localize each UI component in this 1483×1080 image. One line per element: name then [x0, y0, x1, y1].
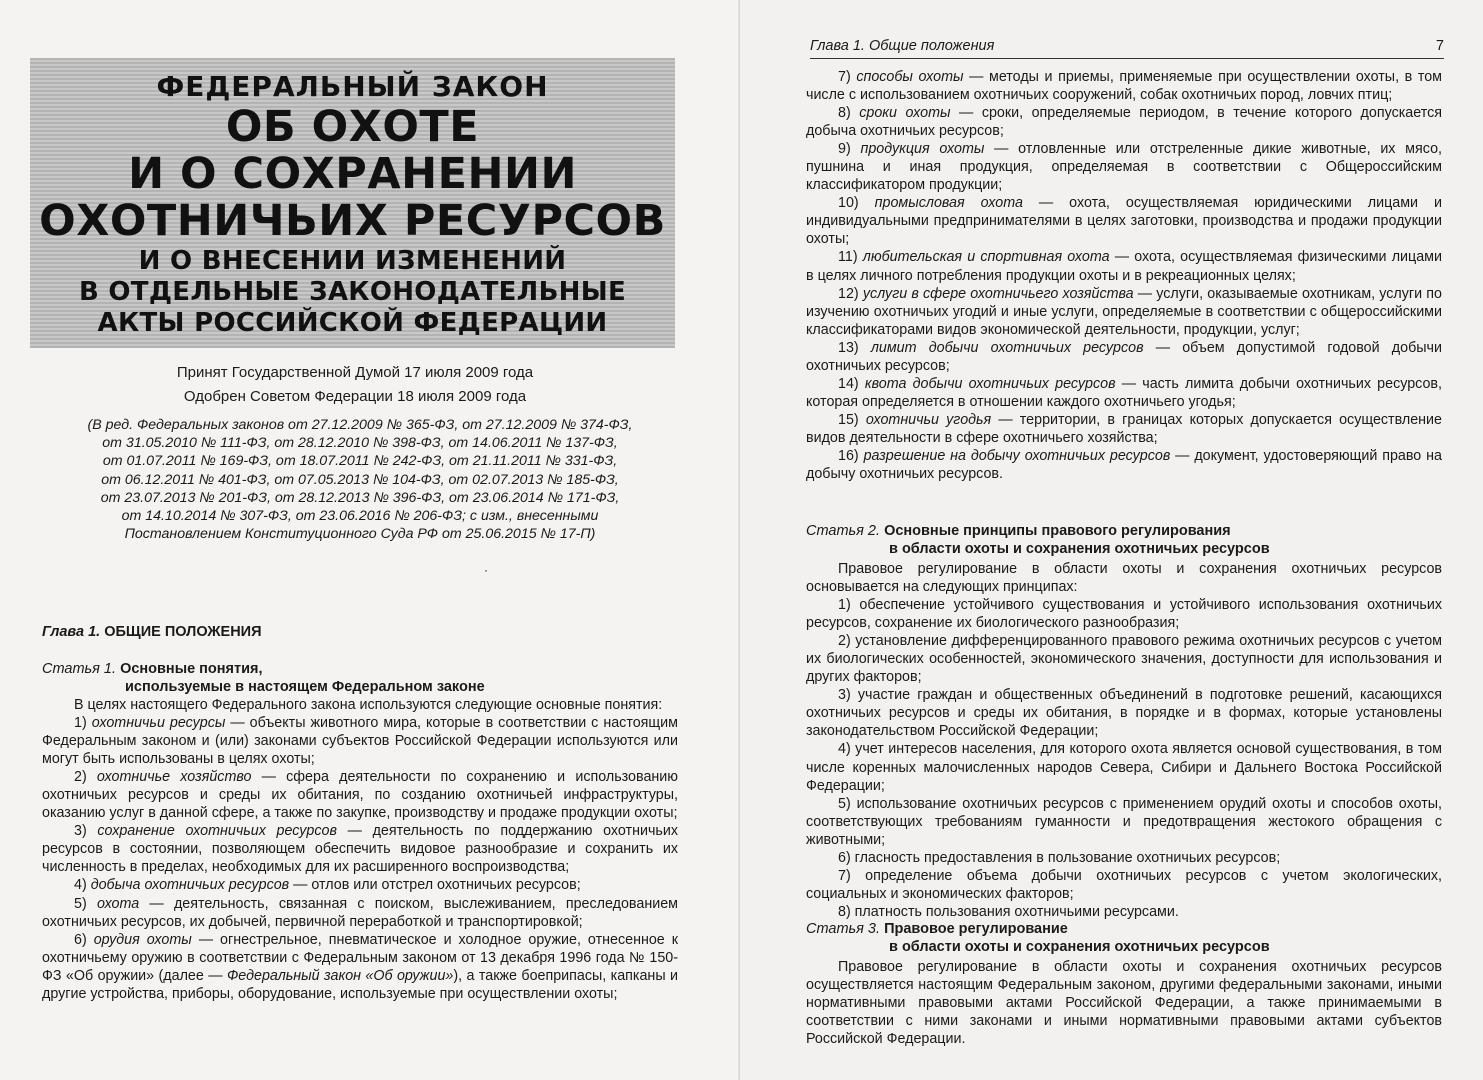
article1-continuation — [806, 68, 1442, 483]
definition-item: 16) разрешение на добычу охотничьих ресурсов — документ, удостоверяющий право на добычу охотничьих ресурсов. — [806, 447, 1442, 483]
article2-heading — [806, 522, 1270, 558]
defined-term: квота добычи охотничьих ресурсов — [864, 375, 1116, 392]
law-title-line: ОХОТНИЧЬИХ РЕСУРСОВ — [39, 196, 666, 246]
article3-label: Статья 3. — [806, 921, 881, 937]
law-subtitle — [30, 246, 675, 339]
article1-title-line1: Основные понятия, — [120, 661, 263, 677]
definition-item: 3) сохранение охотничьих ресурсов — деятельность по поддержанию охотничьих ресурсов в состоянии, позволяющем обеспечить видовое разнообразие и сохранить их численность в пределах, необходимых для их расширенного воспроизводства; — [42, 823, 678, 876]
law-title-line: И О СОХРАНЕНИИ — [128, 149, 577, 199]
print-speck: · — [484, 563, 488, 577]
law-subtitle-line: АКТЫ РОССИЙСКОЙ ФЕДЕРАЦИИ — [97, 308, 608, 338]
redaction-line: от 01.07.2011 № 169-ФЗ, от 18.07.2011 № 242-ФЗ, от 21.11.2011 № 331-ФЗ, — [102, 453, 618, 470]
defined-term: добыча охотничьих ресурсов — [90, 877, 290, 894]
definition-item: 14) квота добычи охотничьих ресурсов — часть лимита добычи охотничьих ресурсов, которая определяется в отношении каждого охотничьего угодья; — [806, 375, 1442, 410]
defined-term: способы охоты — [856, 69, 964, 85]
left-page — [0, 0, 740, 1080]
law-subtitle-line: И О ВНЕСЕНИИ ИЗМЕНЕНИЙ — [138, 246, 567, 276]
article2-title-line1: Основные принципы правового регулирования — [884, 523, 1231, 539]
redaction-line: (В ред. Федеральных законов от 27.12.2009 № 365-ФЗ, от 27.12.2009 № 374-ФЗ, — [87, 417, 633, 433]
defined-term: любительская и спортивная охота — [862, 249, 1110, 266]
article1-label: Статья 1. — [42, 661, 117, 677]
defined-term: услуги в сфере охотничьего хозяйства — [862, 285, 1134, 302]
definition-item: 15) охотничьи угодья — территории, в границах которых допускается осуществление видов деятельности в сфере охотничьего хозяйства; — [806, 411, 1442, 446]
article1-heading — [42, 660, 485, 696]
chapter-heading — [42, 624, 262, 640]
defined-term: Федеральный закон «Об оружии» — [226, 967, 454, 984]
law-subtitle-line: В ОТДЕЛЬНЫЕ ЗАКОНОДАТЕЛЬНЫЕ — [78, 277, 627, 307]
defined-term: орудия охоты — [93, 931, 192, 948]
definition-item: 1) охотничьи ресурсы — объекты животного мира, которые в соответствии с настоящим Федеральным законом и (или) законами субъектов Российской Федерации используются или могут быть использованы в целях охоты; — [42, 715, 678, 768]
redaction-line: Постановлением Конституционного Суда РФ от 25.06.2015 № 17-П) — [124, 526, 596, 543]
principle-item: 1) обеспечение устойчивого существования и устойчивого использования охотничьих ресурсов, сохранение их биологического разнообразия; — [806, 597, 1442, 632]
definition-item: 12) услуги в сфере охотничьего хозяйства — услуги, оказываемые охотникам, услуги по изучению охотничьих угодий и иные услуги, определяемые в соответствии с общероссийскими классификаторами видов экономической деятельности, продукции, услуг; — [806, 285, 1442, 338]
redaction-line: от 31.05.2010 № 111-ФЗ, от 28.12.2010 № 398-ФЗ, от 14.06.2011 № 137-ФЗ, — [102, 435, 618, 452]
redaction-line: от 23.07.2013 № 201-ФЗ, от 28.12.2013 № 396-ФЗ, от 23.06.2014 № 171-ФЗ, — [100, 489, 620, 506]
defined-term: сроки охоты — [859, 105, 951, 122]
definition-item: 6) орудия охоты — огнестрельное, пневматическое и холодное оружие, отнесенное к охотничьему оружию в соответствии с Федеральным законом от 13 декабря 1996 года № 150-ФЗ «Об оружии» (далее — Федеральный закон «Об оружии»), а также боеприпасы, капканы и другие устройства, приборы, оборудование, используемые при осуществлении охоты; — [42, 931, 678, 1002]
article3-body — [806, 958, 1442, 1048]
article2-title-line2: в области охоты и сохранения охотничьих ресурсов — [889, 541, 1270, 557]
article2-label: Статья 2. — [806, 523, 881, 539]
running-head — [810, 38, 1444, 59]
law-title-line: ОБ ОХОТЕ — [225, 102, 480, 152]
principle-item: 6) гласность предоставления в пользование охотничьих ресурсов; — [838, 849, 1281, 866]
running-head-title: Глава 1. Общие положения — [810, 38, 995, 54]
principle-item: 3) участие граждан и общественных объединений в подготовке решений, касающихся охотничьих ресурсов и среды их обитания, в порядке и в формах, которые установлены законодательством Российской Федерации; — [806, 687, 1442, 740]
article1-intro: В целях настоящего Федерального закона используются следующие основные понятия: — [74, 697, 663, 713]
article1-title-line2: используемые в настоящем Федеральном законе — [125, 679, 485, 695]
law-title — [30, 104, 675, 245]
approved-council: Одобрен Советом Федерации 18 июля 2009 года — [183, 388, 527, 405]
principle-item: 8) платность пользования охотничьими ресурсами. — [838, 903, 1179, 920]
definition-item: 5) охота — деятельность, связанная с поиском, выслеживанием, преследованием охотничьих ресурсов, их добычей, первичной переработкой и транспортировкой; — [42, 895, 678, 930]
defined-term: продукция охоты — [860, 141, 985, 158]
defined-term: промысловая охота — [874, 195, 1023, 212]
article2-intro: Правовое регулирование в области охоты и сохранения охотничьих ресурсов основывается на следующих принципах: — [806, 561, 1442, 596]
definition-item: 4) добыча охотничьих ресурсов — отлов или отстрел охотничьих ресурсов; — [74, 877, 581, 894]
law-type-heading: ФЕДЕРАЛЬНЫЙ ЗАКОН — [156, 70, 549, 103]
defined-term: лимит добычи охотничьих ресурсов — [870, 339, 1144, 356]
principle-item: 7) определение объема добычи охотничьих ресурсов с учетом экологических, социальных и экономических факторов; — [806, 867, 1442, 902]
defined-term: охотничьи угодья — [865, 411, 992, 428]
definition-item: 13) лимит добычи охотничьих ресурсов — объем допустимой годовой добычи охотничьих ресурсов; — [806, 339, 1442, 374]
definition-item: 2) охотничье хозяйство — сфера деятельности по сохранению и использованию охотничьих ресурсов и среды их обитания, по созданию охотничьей инфраструктуры, оказанию услуг в данной сфере, а также по закупке, производству и продаже продукции охоты; — [42, 769, 678, 822]
principle-item: 4) учет интересов населения, для которого охота является основой существования, в том числе коренных малочисленных народов Севера, Сибири и Дальнего Востока Российской Федерации; — [806, 741, 1442, 794]
defined-term: сохранение охотничьих ресурсов — [97, 823, 337, 840]
article3-heading — [806, 920, 1270, 956]
defined-term: охотничье хозяйство — [96, 769, 252, 786]
chapter-label: Глава 1. — [42, 624, 101, 640]
redaction-line: от 06.12.2011 № 401-ФЗ, от 07.05.2013 № 104-ФЗ, от 02.07.2013 № 185-ФЗ, — [101, 471, 619, 488]
defined-term: охотничьи ресурсы — [91, 715, 226, 732]
page-number: 7 — [1435, 38, 1444, 54]
defined-term: разрешение на добычу охотничьих ресурсов — [863, 447, 1171, 464]
title-banner — [30, 58, 675, 348]
definition-item: 7) способы охоты — методы и приемы, применяемые при осуществлении охоты, в том числе с использованием охотничьих сооружений, собак охотничьих пород, ловчих птиц; — [806, 69, 1442, 104]
definition-item: 11) любительская и спортивная охота — охота, осуществляемая физическими лицами в целях личного потребления продукции охоты и в рекреационных целях; — [806, 249, 1442, 284]
principle-item: 2) установление дифференцированного правового режима охотничьих ресурсов с учетом их биологических особенностей, экономического значения, доступности для использования и других факторов; — [806, 633, 1442, 686]
article1-body — [42, 696, 678, 1003]
defined-term: охота — [96, 895, 140, 912]
article2-body — [806, 560, 1442, 921]
adopted-duma: Принят Государственной Думой 17 июля 2009 года — [176, 364, 534, 381]
definition-item: 8) сроки охоты — сроки, определяемые периодом, в течение которого допускается добыча охотничьих ресурсов; — [806, 105, 1442, 140]
article3-title-line1: Правовое регулирование — [884, 921, 1068, 937]
principle-item: 5) использование охотничьих ресурсов с применением орудий охоты и способов охоты, соответствующих требованиям гуманности и предотвращения жестокого обращения с животными; — [806, 795, 1442, 848]
redaction-line: от 14.10.2014 № 307-ФЗ, от 23.06.2016 № 206-ФЗ; с изм., внесенными — [121, 508, 599, 525]
redaction-note — [40, 416, 680, 543]
article3-title-line2: в области охоты и сохранения охотничьих ресурсов — [889, 939, 1270, 955]
definition-item: 10) промысловая охота — охота, осуществляемая юридическими лицами и индивидуальными предпринимателями в целях заготовки, производства и продажи продукции охоты; — [806, 195, 1442, 248]
article3-text: Правовое регулирование в области охоты и сохранения охотничьих ресурсов осуществляется настоящим Федеральным законом, другими федеральными законами, иными нормативными правовыми актами Российской Федерации, а также принимаемыми в соответствии с ними законами и иными нормативными правовыми актами субъектов Российской Федерации. — [806, 959, 1442, 1048]
definition-item: 9) продукция охоты — отловленные или отстреленные дикие животные, их мясо, пушнина и иная продукция, определяемая в соответствии с Общероссийским классификатором продукции; — [806, 141, 1442, 194]
chapter-title: ОБЩИЕ ПОЛОЖЕНИЯ — [104, 624, 262, 640]
